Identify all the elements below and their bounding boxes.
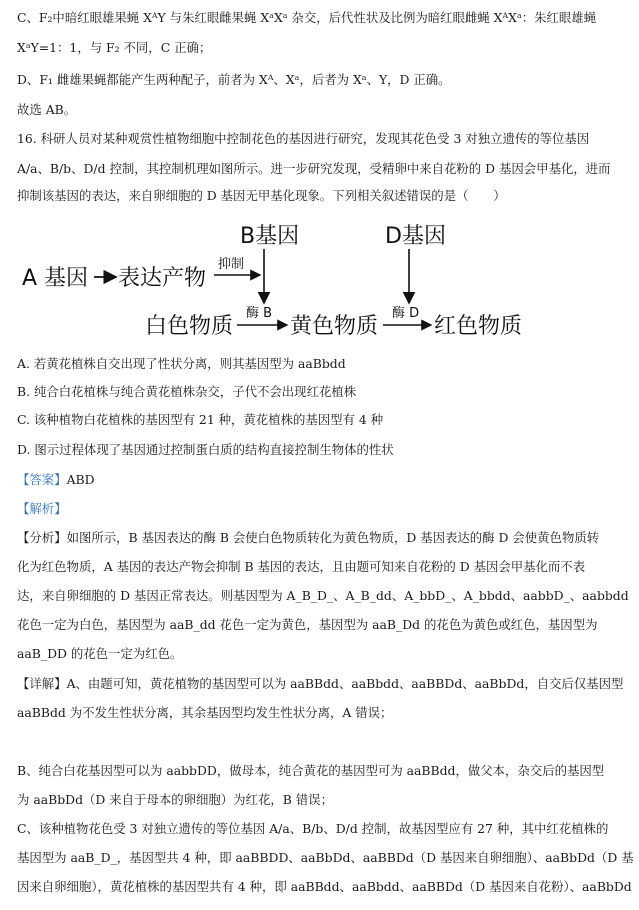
analysis-line-2: 化为红色物质，A 基因的表达产物会抑制 B 基因的表达，且由题可知来自花粉的 D 基因会甲基化而不表 [17, 559, 586, 574]
b-detail-line-2: 为 aaBbDd（D 来自于母本的卵细胞）为红花，B 错误； [17, 792, 333, 807]
b-detail-line-1: B、纯合白花基因型可以为 aabbDD，做母本，纯合黄花的基因型可为 aaBBdd，做父本，杂交后的基因型 [17, 763, 605, 778]
intro-line-1: C、F₂中暗红眼雄果蝇 XᴬY 与朱红眼雌果蝇 XᵃXᵃ 杂交，后代性状及比例为暗红眼雌蝇 XᴬXᵃ：朱红眼雄蝇 [17, 10, 597, 25]
analysis-tag: 【分析】 [17, 530, 67, 545]
detail-tag: 【详解】 [17, 676, 67, 691]
question-line-2: A/a、B/b、D/d 控制，其控制机理如图所示。进一步研究发现，受精卵中来自花粉的 D 基因会甲基化，进而 [17, 161, 611, 176]
yellow-substance-label: 黄色物质 [290, 314, 379, 339]
b-gene-label: B基因 [240, 224, 300, 249]
answer-value: ABD [66, 472, 95, 487]
c-detail-line-2: 基因型为 aaB_D_，基因型共 4 种，即 aaBBDD、aaBbDd、aaBBDd（D 基因来自卵细胞）、aaBbDd（D 基 [17, 850, 634, 865]
analysis-text-1: 如图所示，B 基因表达的酶 B 会使白色物质转化为黄色物质，D 基因表达的酶 D 会使黄色物质转 [66, 530, 600, 545]
intro-line-4: 故选 AB。 [17, 102, 77, 117]
question-line-1: 16. 科研人员对某种观赏性植物细胞中控制花色的基因进行研究，发现其花色受 3 对独立遗传的等位基因 [17, 131, 590, 146]
option-c: C. 该种植物白花植株的基因型有 21 种，黄花植株的基因型有 4 种 [17, 412, 384, 427]
enzyme-d-label: 酶 D [392, 306, 420, 321]
red-substance-label: 红色物质 [434, 314, 523, 339]
answer-tag: 【答案】 [17, 472, 67, 487]
analysis-line-1 [17, 530, 627, 546]
answer-line [17, 472, 627, 488]
intro-line-2: XᵃY=1：1，与 F₂ 不同，C 正确； [17, 40, 212, 55]
option-b: B. 纯合白花植株与纯合黄花植株杂交，子代不会出现红花植株 [17, 384, 357, 399]
d-gene-label: D基因 [385, 224, 446, 249]
inhibit-label: 抑制 [218, 257, 245, 272]
question-line-3: 抑制该基因的表达，来自卵细胞的 D 基因无甲基化现象。下列相关叙述错误的是（ ） [17, 188, 506, 203]
analysis-line-4: 花色一定为白色，基因型为 aaB_dd 花色一定为黄色，基因型为 aaB_Dd 的花色为黄色或红色，基因型为 [17, 617, 598, 632]
white-substance-label: 白色物质 [145, 314, 234, 339]
enzyme-b-label: 酶 B [246, 306, 273, 321]
option-d: D. 图示过程体现了基因通过控制蛋白质的结构直接控制生物体的性状 [17, 442, 394, 457]
analysis-line-3: 达，来自卵细胞的 D 基因正常表达。则基因型为 A_B_D_、A_B_dd、A_bbD_、A_bbdd、aabbD_、aabbdd [17, 588, 629, 603]
c-detail-line-1: C、该种植物花色受 3 对独立遗传的等位基因 A/a、B/b、D/d 控制，故基因型应有 27 种，其中红花植株的 [17, 821, 609, 836]
intro-line-3: D、F₁ 雌雄果蝇都能产生两种配子，前者为 Xᴬ、Xᵃ，后者为 Xᵃ、Y，D 正确。 [17, 72, 451, 87]
expression-product-label: 表达产物 [118, 266, 207, 291]
detail-line-1 [17, 676, 627, 692]
option-a: A. 若黄花植株自交出现了性状分离，则其基因型为 aaBbdd [17, 356, 346, 371]
c-detail-line-3: 因来自卵细胞），黄花植株的基因型共有 4 种，即 aaBBdd、aaBbdd、aaBBDd（D 基因来自花粉）、aaBbDd [17, 879, 632, 894]
detail-line-2: aaBBdd 为不发生性状分离，其余基因型均发生性状分离，A 错误； [17, 705, 393, 720]
gene-mechanism-diagram [0, 215, 639, 345]
detail-text-1: A、由题可知，黄花植物的基因型可以为 aaBBdd、aaBbdd、aaBBDd、aaBbDd，自交后仅基因型 [66, 676, 624, 691]
analysis-line-5: aaB_DD 的花色一定为红色。 [17, 646, 183, 661]
a-gene-label: A 基因 [22, 266, 89, 291]
analysis-heading: 【解析】 [17, 501, 67, 516]
